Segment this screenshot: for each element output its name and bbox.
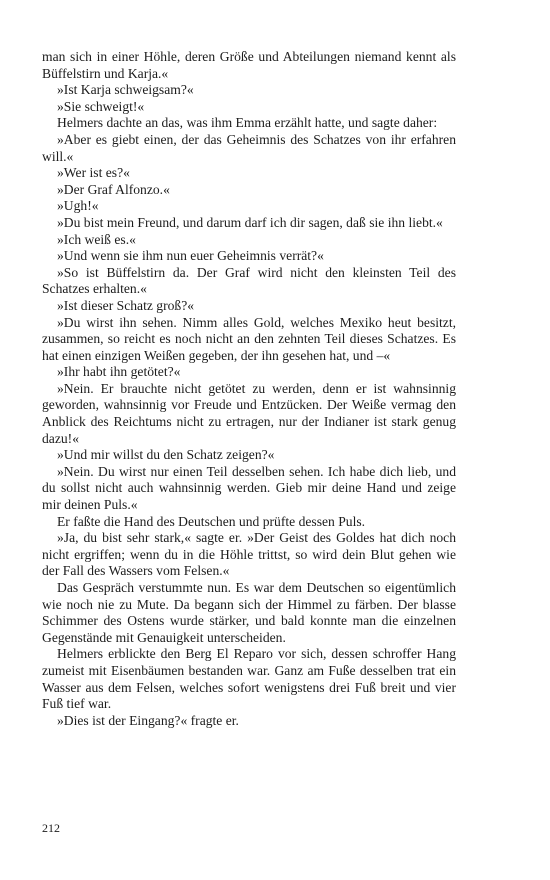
paragraph: »Ugh!« <box>57 198 99 214</box>
paragraph: »Ich weiß es.« <box>57 231 136 247</box>
page-number: 212 <box>42 821 60 835</box>
paragraph: »Ist Karja schweigsam?« <box>57 82 194 98</box>
paragraph: »Du wirst ihn sehen. Nimm alles Gold, welches Mexiko heut besitzt, zusammen, so reicht es noch nicht an den zehnten Teil dieses Schatzes. Es hat einen einzigen Weißen gegeben, der ihn gesehen hat, und –« <box>42 314 456 363</box>
paragraph: »Und wenn sie ihm nun euer Geheimnis verrät?« <box>57 248 324 264</box>
paragraph: Das Gespräch verstummte nun. Es war dem Deutschen so eigentümlich wie noch nie zu Mute. Da begann sich der Himmel zu färben. Der blasse Schimmer des Ostens wurde stärker, und bald konnte man die einzelnen Gegenstände mit Genauigkeit unterscheiden. <box>42 580 456 645</box>
paragraph: »So ist Büffelstirn da. Der Graf wird nicht den kleinsten Teil des Schatzes erhalten.« <box>42 264 456 297</box>
paragraph: Er faßte die Hand des Deutschen und prüfte dessen Puls. <box>57 513 366 529</box>
paragraph: »Nein. Er brauchte nicht getötet zu werden, denn er ist wahnsinnig geworden, wahnsinnig vor Freude und Entzücken. Der Weiße vermag den Anblick des Reichtums nicht zu ertragen, nur der Indianer ist stark genug dazu!« <box>42 380 456 446</box>
paragraph: »Du bist mein Freund, und darum darf ich dir sagen, daß sie ihn liebt.« <box>57 214 443 230</box>
paragraph: Helmers erblickte den Berg El Reparo vor sich, dessen schroffer Hang zumeist mit Eisenbäumen bestanden war. Ganz am Fuße desselben trat ein Wasser aus dem Felsen, welches sofort wenigstens drei Fuß breit und vier Fuß tief war. <box>42 646 456 712</box>
paragraph: »Ist dieser Schatz groß?« <box>57 297 195 313</box>
paragraph: »Wer ist es?« <box>57 165 130 181</box>
paragraph: »Aber es giebt einen, der das Geheimnis des Schatzes von ihr erfahren will.« <box>42 131 456 164</box>
paragraph: »Ja, du bist sehr stark,« sagte er. »Der Geist des Goldes hat dich noch nicht ergriffen; wenn du in die Höhle trittst, so wird dein Blut gehen wie der Fall des Wassers vom Felsen.« <box>42 530 456 579</box>
paragraph: »Ihr habt ihn getötet?« <box>57 364 181 380</box>
paragraph: man sich in einer Höhle, deren Größe und Abteilungen niemand kennt als Büffelstirn und Karja.« <box>42 49 456 81</box>
page-body <box>42 49 456 729</box>
paragraph: »Der Graf Alfonzo.« <box>57 181 170 197</box>
paragraph: »Und mir willst du den Schatz zeigen?« <box>57 447 275 463</box>
paragraph: »Dies ist der Eingang?« fragte er. <box>57 712 239 728</box>
paragraph: Helmers dachte an das, was ihm Emma erzählt hatte, und sagte daher: <box>57 115 438 131</box>
paragraph: »Sie schweigt!« <box>57 98 145 114</box>
paragraph: »Nein. Du wirst nur einen Teil desselben sehen. Ich habe dich lieb, und du sollst nicht auch wahnsinnig werden. Gieb mir deine Hand und zeige mir deinen Puls.« <box>42 463 456 513</box>
